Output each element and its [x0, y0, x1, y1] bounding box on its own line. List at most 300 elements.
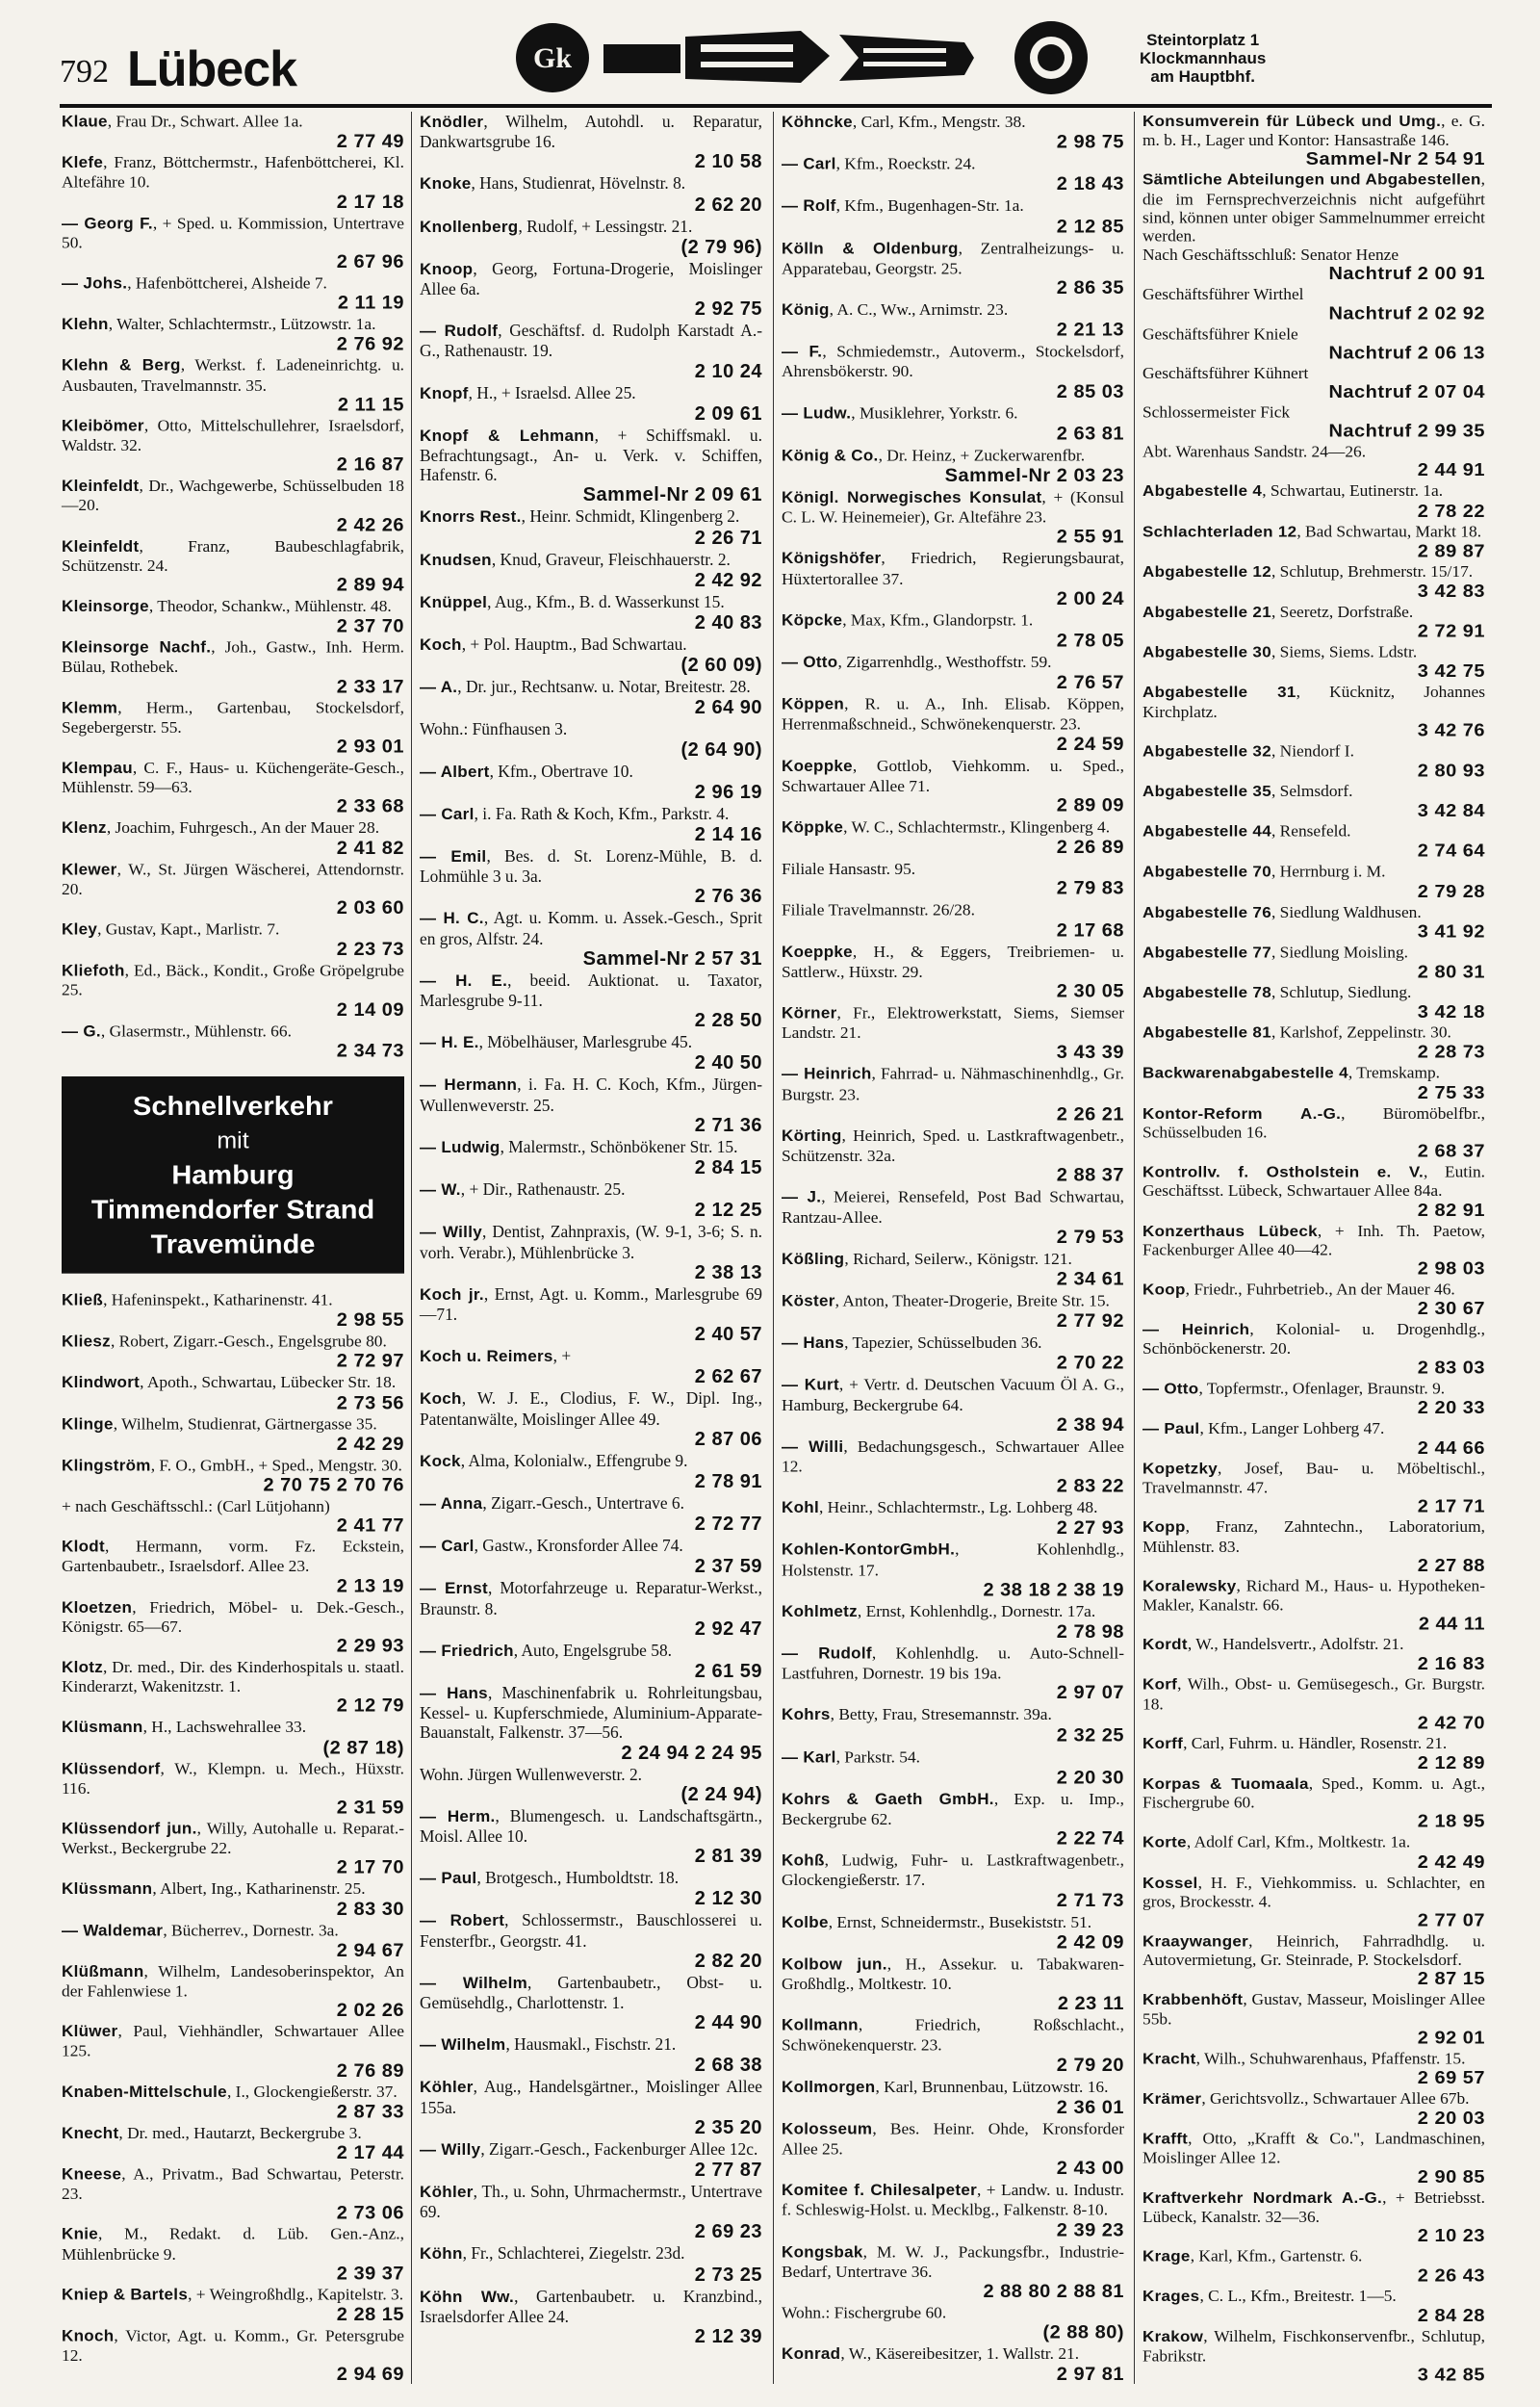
phone-number: 2 84 15: [694, 1157, 762, 1179]
phone-number: 2 16 87: [336, 454, 404, 476]
phone-number: 2 70 75 2 70 76: [263, 1475, 404, 1496]
phone-number: 2 23 11: [1057, 1993, 1124, 2015]
phone-number: 2 39 37: [336, 2263, 404, 2285]
directory-entry: [782, 445, 1124, 486]
phone-number: 3 42 76: [1417, 720, 1485, 741]
entry-text: Abgabestelle 32, Niendorf I.: [1142, 741, 1354, 761]
phone-number: (2 24 94): [680, 1783, 762, 1805]
directory-entry: [420, 2077, 762, 2137]
phone-number: 2 23 73: [336, 939, 404, 961]
phone-number: 2 10 23: [1417, 2225, 1485, 2246]
phone-number: 2 70 22: [1056, 1353, 1124, 1374]
directory-entry: [420, 1032, 762, 1074]
phone-number: 2 78 91: [694, 1470, 762, 1492]
entry-text: Knoke, Hans, Studienrat, Hövelnstr. 8.: [420, 173, 686, 194]
directory-entry: [62, 637, 404, 697]
entry-text: Kopp, Franz, Zahntechn., Laboratorium, Mühlenstr. 83.: [1142, 1517, 1485, 1556]
directory-entry: [420, 762, 762, 803]
entry-text: Wohn.: Fünfhausen 3.: [420, 719, 568, 739]
entry-text: Kloetzen, Friedrich, Möbel- u. Dek.-Gesch., Königstr. 65—67.: [62, 1596, 404, 1636]
entry-text: Kließ, Hafeninspekt., Katharinenstr. 41.: [62, 1290, 333, 1309]
entry-text: Kongsbak, M. W. J., Packungsfbr., Industrie-Bedarf, Untertrave 36.: [782, 2241, 1124, 2281]
phone-number: 2 76 92: [336, 334, 404, 355]
entry-text: Klingström, F. O., GmbH., + Sped., Mengstr. 30.: [62, 1455, 402, 1474]
directory-entry: [62, 273, 404, 314]
entry-text: Kleibömer, Otto, Mittelschullehrer, Israelsdorf, Waldstr. 32.: [62, 416, 404, 455]
entry-text: Köhncke, Carl, Kfm., Mengstr. 38.: [782, 112, 1026, 131]
entry-text: Abgabestelle 78, Schlutup, Siedlung.: [1142, 983, 1412, 1001]
entry-text: Koralewsky, Richard M., Haus- u. Hypotheken-Makler, Kanalstr. 66.: [1142, 1576, 1485, 1615]
directory-entry: [1142, 1280, 1485, 1319]
phone-number: 2 44 11: [1418, 1614, 1485, 1635]
directory-entry: [782, 1851, 1124, 1911]
phone-number: Nachtruf 2 06 13: [1328, 343, 1485, 363]
entry-text: Koop, Friedr., Fuhrbetrieb., An der Mauer 46.: [1142, 1280, 1455, 1299]
phone-number: 2 42 92: [694, 569, 762, 591]
phone-number: 2 17 44: [336, 2142, 404, 2164]
phone-number: 2 72 91: [1417, 621, 1485, 642]
phone-number: 2 79 53: [1056, 1226, 1124, 1248]
column-4: [1142, 112, 1485, 2386]
phone-number: 2 77 92: [1056, 1310, 1124, 1333]
directory-entry: [1142, 1990, 1485, 2048]
phone-number: 2 24 94 2 24 95: [621, 1742, 762, 1764]
directory-entry: [420, 1536, 762, 1577]
phone-number: 2 68 38: [694, 2055, 762, 2077]
directory-entry: [782, 1789, 1124, 1850]
phone-number: 2 92 01: [1417, 2028, 1485, 2049]
directory-entry: [420, 1284, 762, 1345]
phone-number: 2 89 87: [1417, 541, 1485, 561]
phone-number: Sammel-Nr 2 09 61: [582, 484, 762, 506]
entry-text: — Hans, Maschinenfabrik u. Rohrleitungsbau, Kessel- u. Kupferschmiede, Aluminium-Apparate-Bauanstalt, Falkenstr. 37—56.: [420, 1682, 763, 1743]
entry-text: Abgabestelle 77, Siedlung Moisling.: [1142, 943, 1408, 962]
phone-number: 2 43 00: [1056, 2158, 1124, 2180]
entry-text: Köppen, R. u. A., Inh. Elisab. Köppen, Herrenmaßschneid., Schwönekenquerstr. 23.: [782, 694, 1124, 734]
directory-entry: [420, 2287, 762, 2347]
directory-entry: [62, 961, 404, 1021]
entry-text: Klotz, Dr. med., Dir. des Kinderhospitals u. staatl. Kinderarzt, Wakenitzstr. 1.: [62, 1657, 404, 1696]
entry-text: Abgabestelle 70, Herrnburg i. M.: [1142, 862, 1386, 881]
column-1: [62, 112, 404, 2386]
entry-text: Klehn, Walter, Schlachtermstr., Lützowstr. 1a.: [62, 314, 376, 334]
entry-text: Klaue, Frau Dr., Schwart. Allee 1a.: [62, 112, 303, 131]
directory-entry: [1142, 2287, 1485, 2326]
directory-entry: [420, 550, 762, 591]
phone-number: 2 78 05: [1056, 630, 1124, 652]
phone-number: 2 41 77: [336, 1515, 404, 1537]
entry-text: Abgabestelle 44, Rensefeld.: [1142, 821, 1351, 841]
directory-entry: [1142, 943, 1485, 982]
entry-text: — Anna, Zigarr.-Gesch., Untertrave 6.: [420, 1492, 684, 1513]
directory-entry: [420, 1868, 762, 1909]
phone-number: 2 37 59: [694, 1556, 762, 1578]
directory-entry: [782, 549, 1124, 609]
phone-number: 2 89 09: [1056, 794, 1124, 816]
directory-entry: [1142, 782, 1485, 821]
entry-text: Köppke, W. C., Schlachtermstr., Klingenberg 4.: [782, 816, 1111, 837]
directory-entry: [782, 2119, 1124, 2180]
directory-entry: [782, 2015, 1124, 2076]
phone-number: Nachtruf 2 99 35: [1328, 421, 1485, 442]
entry-text: — Heinrich, Fahrrad- u. Nähmaschinenhdlg., Gr. Burgstr. 23.: [782, 1064, 1124, 1104]
phone-number: 2 69 23: [694, 2221, 762, 2243]
phone-number: 2 38 13: [694, 1261, 762, 1283]
entry-text: Köhler, Aug., Handelsgärtner., Moislinger Allee 155a.: [420, 2077, 762, 2117]
entry-text: Königl. Norwegisches Konsulat, + (Konsul C. L. W. Heinemeier), Gr. Altefähre 23.: [782, 487, 1124, 527]
directory-entry: [782, 1704, 1124, 1746]
directory-entry: [62, 1657, 404, 1717]
entry-text: Klemm, Herm., Gartenbau, Stockelsdorf, Segebergerstr. 55.: [62, 697, 404, 737]
entry-text: Geschäftsführer Wirthel: [1142, 285, 1304, 303]
entry-text: — Ernst, Motorfahrzeuge u. Reparatur-Werkst., Braunstr. 8.: [420, 1578, 762, 1618]
phone-number: 2 69 57: [1417, 2068, 1485, 2088]
entry-text: — Carl, Gastw., Kronsforder Allee 74.: [420, 1536, 683, 1556]
phone-number: 2 80 31: [1417, 962, 1485, 983]
page-header: [60, 13, 1494, 102]
phone-number: 2 62 20: [694, 194, 762, 216]
phone-number: 3 42 18: [1417, 1002, 1485, 1022]
phone-number: 2 79 20: [1056, 2054, 1124, 2076]
directory-entry: [62, 1290, 404, 1331]
directory-entry: [420, 1346, 762, 1387]
phone-number: 2 78 22: [1417, 501, 1485, 522]
phone-number: 2 77 49: [336, 131, 404, 152]
entry-text: — J., Meierei, Rensefeld, Post Bad Schwartau, Rantzau-Allee.: [782, 1186, 1124, 1227]
entry-text: Klüssendorf, W., Klempn. u. Mech., Hüxstr. 116.: [62, 1758, 404, 1798]
directory-entry: [1142, 1064, 1485, 1103]
phone-number: 2 10 58: [694, 151, 762, 173]
entry-text: Kohß, Ludwig, Fuhr- u. Lastkraftwagenbetr., Glockengießerstr. 17.: [782, 1850, 1124, 1890]
phone-number: 2 62 67: [694, 1366, 762, 1388]
directory-entry: [782, 610, 1124, 652]
phone-number: 2 83 30: [336, 1899, 404, 1920]
entry-text: Knüppel, Aug., Kfm., B. d. Wasserkunst 15.: [420, 591, 725, 611]
entry-text: — Carl, i. Fa. Rath & Koch, Kfm., Parkstr. 4.: [420, 803, 730, 823]
entry-text: Krämer, Gerichtsvollz., Schwartauer Allee 67b.: [1142, 2088, 1470, 2108]
phone-number: 2 33 17: [336, 676, 404, 697]
phone-number: 2 18 43: [1056, 173, 1124, 195]
phone-number: 2 22 74: [1056, 1827, 1124, 1850]
entry-text: Kley, Gustav, Kapt., Marlistr. 7.: [62, 919, 280, 939]
directory-entry: [62, 112, 404, 152]
directory-entry: [62, 1021, 404, 1061]
directory-entry: [782, 817, 1124, 859]
phone-number: Sammel-Nr 2 03 23: [944, 465, 1124, 487]
directory-entry: [420, 2243, 762, 2285]
entry-text: Kordt, W., Handelsvertr., Adolfstr. 21.: [1142, 1635, 1404, 1654]
entry-text: Kleinfeldt, Franz, Baubeschlagfabrik, Schützenstr. 24.: [62, 536, 404, 575]
entry-text: — Paul, Kfm., Langer Lohberg 47.: [1142, 1418, 1385, 1437]
phone-number: 2 72 77: [694, 1514, 762, 1536]
directory-entry: [420, 173, 762, 215]
entry-text: Koeppke, H., & Eggers, Treibriemen- u. Sattlerw., Hüxstr. 29.: [782, 941, 1124, 981]
header-rule: [60, 104, 1492, 108]
directory-entry: [1142, 442, 1485, 480]
entry-text: Kleinsorge, Theodor, Schankw., Mühlenstr. 48.: [62, 596, 392, 615]
directory-entry: [420, 634, 762, 676]
directory-entry: [1142, 1635, 1485, 1674]
phone-number: 2 72 97: [336, 1351, 404, 1372]
directory-entry: [782, 1954, 1124, 2014]
phone-number: 2 79 28: [1417, 881, 1485, 902]
phone-number: 2 18 95: [1417, 1811, 1485, 1832]
phone-number: 2 20 30: [1056, 1767, 1124, 1788]
entry-text: — Emil, Bes. d. St. Lorenz-Mühle, B. d. Lohmühle 3 u. 3a.: [420, 846, 762, 887]
phone-number: Nachtruf 2 02 92: [1328, 303, 1485, 324]
directory-entry: [1142, 170, 1485, 245]
directory-entry: [782, 900, 1124, 941]
directory-entry: [62, 2022, 404, 2082]
entry-text: — H. E., Möbelhäuser, Marlesgrube 45.: [420, 1032, 693, 1052]
entry-text: Körner, Fr., Elektrowerkstatt, Siems, Siemser Landstr. 21.: [782, 1002, 1124, 1043]
directory-entry: [1142, 983, 1485, 1022]
entry-text: — F., Schmiedemstr., Autoverm., Stockelsdorf, Ahrensbökerstr. 90.: [782, 341, 1124, 381]
directory-entry: [1142, 902, 1485, 942]
directory-entry: [782, 1003, 1124, 1064]
phone-number: 2 87 15: [1417, 1969, 1485, 1990]
phone-number: (2 88 80): [1042, 2321, 1124, 2343]
directory-entry: [62, 1718, 404, 1758]
entry-text: Filiale Travelmannstr. 26/28.: [782, 900, 975, 919]
directory-entry: [1142, 403, 1485, 442]
column-divider: [1134, 112, 1135, 2384]
directory-entry: [1142, 2049, 1485, 2088]
phone-number: 2 85 03: [1056, 380, 1124, 402]
phone-number: 2 21 13: [1056, 320, 1124, 341]
phone-number: 2 29 93: [336, 1635, 404, 1657]
entry-text: — Georg F., + Sped. u. Kommission, Untertrave 50.: [62, 213, 404, 252]
entry-text: Klüwer, Paul, Viehhändler, Schwartauer Allee 125.: [62, 2021, 404, 2060]
phone-number: Sammel-Nr 2 54 91: [1305, 149, 1485, 169]
phone-number: 2 13 19: [336, 1575, 404, 1596]
entry-text: Klenz, Joachim, Fuhrgesch., An der Mauer 28.: [62, 817, 380, 838]
directory-entry: [1142, 1459, 1485, 1516]
directory-entry: [1142, 1873, 1485, 1930]
entry-text: Koch jr., Ernst, Agt. u. Komm., Marlesgrube 69—71.: [420, 1283, 762, 1324]
directory-entry: [1142, 741, 1485, 781]
entry-text: Schlossermeister Fick: [1142, 402, 1291, 422]
entry-text: Kopetzky, Josef, Bau- u. Möbeltischl., Travelmannstr. 47.: [1142, 1459, 1485, 1497]
entry-text: Abgabestelle 35, Selmsdorf.: [1142, 782, 1353, 800]
column-2: [420, 112, 762, 2348]
phone-number: 2 67 96: [336, 251, 404, 272]
phone-number: 2 12 25: [694, 1200, 762, 1222]
directory-entry: [62, 1597, 404, 1657]
directory-entry: [782, 694, 1124, 755]
phone-number: 2 97 07: [1056, 1682, 1124, 1704]
entry-text: Kossel, H. F., Viehkommiss. u. Schlachter, en gros, Brockesstr. 4.: [1142, 1873, 1485, 1911]
entry-text: Königshöfer, Friedrich, Regierungsbaurat, Hüxtertorallee 37.: [782, 548, 1124, 588]
phone-number: 2 88 80 2 88 81: [983, 2281, 1124, 2302]
entry-text: — Rolf, Kfm., Bugenhagen-Str. 1a.: [782, 195, 1024, 216]
directory-entry: [62, 213, 404, 272]
phone-number: 2 10 24: [694, 360, 762, 382]
directory-entry: [62, 919, 404, 960]
phone-number: 2 76 57: [1056, 672, 1124, 694]
phone-number: 3 42 83: [1417, 581, 1485, 602]
phone-number: 2 82 91: [1417, 1200, 1485, 1221]
directory-entry: [420, 383, 762, 425]
entry-text: Abt. Warenhaus Sandstr. 24—26.: [1142, 442, 1367, 461]
directory-entry: [420, 1578, 762, 1639]
phone-number: 2 74 64: [1417, 841, 1485, 862]
phone-number: 2 14 09: [336, 999, 404, 1021]
phone-number: 2 76 89: [336, 2059, 404, 2082]
svg-text:Gk: Gk: [532, 42, 573, 74]
directory-entry: [1142, 324, 1485, 363]
city-title: Lübeck: [127, 41, 297, 97]
entry-text: Kolbe, Ernst, Schneidermstr., Busekiststr. 51.: [782, 1911, 1092, 1931]
directory-entry: [1142, 1734, 1485, 1773]
directory-entry: [782, 238, 1124, 298]
directory-entry: [420, 592, 762, 634]
directory-entry: [1142, 562, 1485, 602]
entry-text: König & Co., Dr. Heinz, + Zuckerwarenfbr.: [782, 445, 1086, 465]
entry-text: Knoch, Victor, Agt. u. Komm., Gr. Petersgrube 12.: [62, 2325, 404, 2365]
entry-text: Wohn. Jürgen Wullenweverstr. 2.: [420, 1764, 643, 1784]
directory-entry: [1142, 1675, 1485, 1733]
directory-entry: [62, 1920, 404, 1960]
entry-text: Abgabestelle 30, Siems, Siems. Ldstr.: [1142, 642, 1418, 661]
directory-entry: [1142, 364, 1485, 402]
directory-entry: [62, 356, 404, 416]
phone-number: 2 20 33: [1417, 1397, 1485, 1418]
phone-number: 2 11 15: [337, 394, 404, 416]
phone-number: 2 84 28: [1417, 2306, 1485, 2327]
phone-number: 2 98 55: [336, 1309, 404, 1331]
phone-number: 2 89 94: [336, 575, 404, 596]
entry-text: Korte, Adolf Carl, Kfm., Moltkestr. 1a.: [1142, 1832, 1411, 1851]
entry-text: Kölln & Oldenburg, Zentralheizungs- u. Apparatebau, Georgstr. 25.: [782, 238, 1124, 278]
entry-text: Kraaywanger, Heinrich, Fahrradhdlg. u. Autovermietung, Gr. Steinrade, P. Stockelsdorf.: [1142, 1931, 1485, 1970]
phone-number: 2 94 67: [336, 1940, 404, 1961]
entry-text: Klempau, C. F., Haus- u. Küchengeräte-Gesch., Mühlenstr. 59—63.: [62, 758, 404, 797]
entry-text: Kracht, Wilh., Schuhwarenhaus, Pfaffenstr. 15.: [1142, 2049, 1466, 2067]
entry-text: Filiale Hansastr. 95.: [782, 859, 916, 879]
phone-number: 2 20 03: [1417, 2108, 1485, 2129]
entry-text: — G., Glasermstr., Mühlenstr. 66.: [62, 1021, 292, 1040]
phone-number: 2 12 85: [1056, 216, 1124, 238]
directory-entry: [420, 846, 762, 907]
directory-entry: [1142, 683, 1485, 740]
directory-entry: [782, 154, 1124, 195]
entry-text: Konrad, W., Käsereibesitzer, 1. Wallstr. 21.: [782, 2343, 1080, 2364]
directory-entry: [420, 1973, 762, 2033]
phone-number: 2 34 73: [336, 1041, 404, 1062]
directory-entry: [1142, 285, 1485, 324]
entry-text: — W., + Dir., Rathenaustr. 25.: [420, 1179, 626, 1200]
entry-text: — Johs., Hafenböttcherei, Alsheide 7.: [62, 272, 327, 293]
entry-text: Korf, Wilh., Obst- u. Gemüsegesch., Gr. Burgstr. 18.: [1142, 1674, 1485, 1713]
phone-number: 2 42 49: [1417, 1851, 1485, 1873]
phone-number: 2 30 05: [1056, 980, 1124, 1002]
phone-number: 2 98 75: [1056, 131, 1124, 153]
directory-entry: [1142, 822, 1485, 862]
directory-entry: [420, 1493, 762, 1535]
directory-entry: [1142, 1774, 1485, 1832]
entry-text: Knoop, Georg, Fortuna-Drogerie, Moislinger Allee 6a.: [420, 258, 762, 299]
entry-text: Köhler, Th., u. Sohn, Uhrmachermstr., Untertrave 69.: [420, 2181, 762, 2222]
phone-number: 2 11 19: [337, 293, 404, 314]
entry-text: — A., Dr. jur., Rechtsanw. u. Notar, Breitestr. 28.: [420, 677, 751, 697]
phone-number: 2 64 90: [694, 697, 762, 719]
phone-number: 2 38 94: [1056, 1413, 1124, 1436]
entry-text: Klefe, Franz, Böttchermstr., Hafenböttcherei, Kl. Altefähre 10.: [62, 152, 404, 192]
phone-number: 2 87 33: [336, 2101, 404, 2123]
directory-entry: [420, 1074, 762, 1135]
phone-number: 2 83 22: [1056, 1475, 1124, 1497]
directory-entry: [62, 315, 404, 355]
directory-entry: [1142, 2246, 1485, 2286]
phone-number: 2 30 67: [1417, 1299, 1485, 1319]
directory-entry: [420, 719, 762, 760]
column-divider: [773, 112, 774, 2384]
phone-number: 2 03 60: [336, 897, 404, 919]
directory-entry: [782, 2077, 1124, 2118]
directory-entry: [1142, 246, 1485, 284]
entry-text: Nach Geschäftsschluß: Senator Henze: [1142, 246, 1399, 265]
directory-entry: [1142, 1379, 1485, 1418]
phone-number: 2 44 91: [1417, 460, 1485, 481]
directory-entry: [420, 677, 762, 718]
entry-text: König, A. C., Ww., Arnimstr. 23.: [782, 299, 1009, 319]
phone-number: 2 73 25: [694, 2264, 762, 2286]
directory-entry: [420, 804, 762, 845]
directory-entry: [782, 1436, 1124, 1497]
phone-number: 2 40 83: [694, 612, 762, 634]
directory-entry: [1142, 481, 1485, 521]
entry-text: Schlachterladen 12, Bad Schwartau, Markt 18.: [1142, 522, 1482, 541]
phone-number: 3 42 84: [1417, 801, 1485, 821]
entry-text: Köhn Ww., Gartenbaubetr. u. Kranzbind., Israelsdorfer Allee 24.: [420, 2286, 762, 2326]
phone-number: 2 76 36: [694, 886, 762, 908]
entry-text: — Willy, Dentist, Zahnpraxis, (W. 9-1, 3-6; S. n. vorh. Verabr.), Mühlenbrücke 3.: [420, 1222, 763, 1262]
directory-entry: [62, 1759, 404, 1819]
directory-entry: [420, 506, 762, 548]
phone-number: 2 31 59: [336, 1797, 404, 1819]
directory-entry: [782, 1911, 1124, 1953]
entry-text: Kohlen-KontorGmbH., Kohlenhdlg., Holstenstr. 17.: [782, 1540, 1124, 1579]
phone-number: 2 16 83: [1417, 1654, 1485, 1674]
phone-number: 2 63 81: [1056, 423, 1124, 445]
phone-number: 2 55 91: [1056, 527, 1124, 548]
phone-number: 2 42 26: [336, 514, 404, 536]
entry-text: Krages, C. L., Kfm., Breitestr. 1—5.: [1142, 2287, 1397, 2306]
directory-entry: [782, 2344, 1124, 2386]
phone-number: 2 90 85: [1417, 2166, 1485, 2187]
phone-number: 2 38 18 2 38 19: [983, 1579, 1124, 1600]
directory-entry: [782, 1333, 1124, 1374]
entry-text: — Ludw., Musiklehrer, Yorkstr. 6.: [782, 402, 1018, 423]
entry-text: Geschäftsführer Kühnert: [1142, 363, 1309, 382]
entry-text: Knopf, H., + Israelsd. Allee 25.: [420, 382, 636, 402]
directory-entry: [62, 1879, 404, 1920]
directory-entry: [1142, 1320, 1485, 1378]
entry-text: Körting, Heinrich, Sped. u. Lastkraftwagenbetr., Schützenstr. 32a.: [782, 1126, 1124, 1165]
phone-number: 2 17 70: [336, 1857, 404, 1878]
entry-text: Abgabestelle 12, Schlutup, Brehmerstr. 15/17.: [1142, 561, 1474, 581]
phone-number: 2 73 06: [336, 2203, 404, 2224]
directory-entry: [420, 908, 762, 969]
phone-number: 2 77 87: [694, 2159, 762, 2181]
column-3: [782, 112, 1124, 2386]
phone-number: 2 79 83: [1056, 878, 1124, 900]
entry-text: Kolbow jun., H., Assekur. u. Tabakwaren-Großhdlg., Moltkestr. 10.: [782, 1954, 1124, 1994]
column-divider: [411, 112, 412, 2384]
phone-number: 2 75 33: [1417, 1082, 1485, 1103]
directory-entry: [62, 1537, 404, 1596]
